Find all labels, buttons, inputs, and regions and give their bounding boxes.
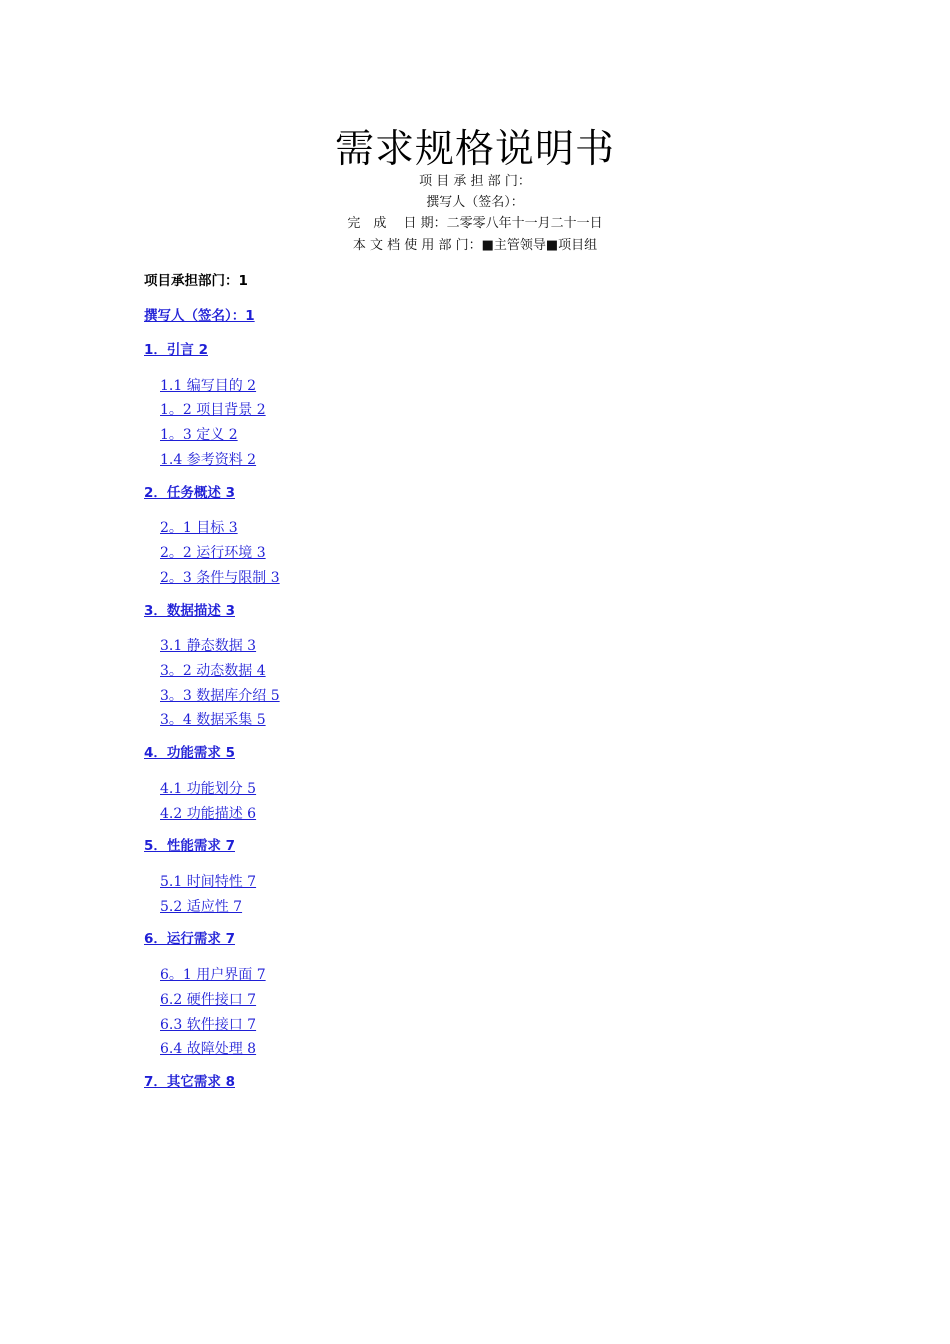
toc-entry-2-2[interactable]: 2。2 运行环境 3	[160, 544, 266, 561]
toc-entry-4-1[interactable]: 4.1 功能划分 5	[160, 780, 257, 797]
meta-date: 完 成 日 期：二零零八年十一月二十一日	[347, 216, 603, 231]
toc-entry-1-4[interactable]: 1.4 参考资料 2	[160, 451, 257, 468]
meta-usage-departments: 本 文 档 使 用 部 门：■主管领导■项目组	[352, 238, 598, 253]
meta-department: 项 目 承 担 部 门：	[419, 174, 531, 189]
toc-entry-5-1[interactable]: 5.1 时间特性 7	[160, 873, 257, 890]
toc-entry-3-1[interactable]: 3.1 静态数据 3	[160, 638, 257, 655]
table-of-contents	[144, 270, 744, 1093]
toc-entry-5-2[interactable]: 5.2 适应性 7	[160, 898, 243, 915]
toc-entry-3-3[interactable]: 3。3 数据库介绍 5	[160, 687, 280, 704]
toc-entry-author[interactable]: 撰写人（签名）：1	[144, 307, 255, 324]
toc-entry-section-2[interactable]: 2．任务概述 3	[144, 484, 235, 501]
document-title: 需求规格说明书	[334, 127, 615, 172]
toc-entry-1-1[interactable]: 1.1 编写目的 2	[160, 377, 257, 394]
toc-entry-3-4[interactable]: 3。4 数据采集 5	[160, 712, 266, 729]
toc-entry-1-3[interactable]: 1。3 定义 2	[160, 427, 238, 444]
toc-entry-6-1[interactable]: 6。1 用户界面 7	[160, 966, 266, 983]
toc-entry-6-3[interactable]: 6.3 软件接口 7	[160, 1016, 257, 1033]
toc-entry-4-2[interactable]: 4.2 功能描述 6	[160, 805, 257, 822]
toc-entry-section-4[interactable]: 4．功能需求 5	[144, 745, 235, 762]
toc-entry-section-3[interactable]: 3．数据描述 3	[144, 602, 235, 619]
toc-entry-section-1[interactable]: 1．引言 2	[144, 342, 208, 358]
toc-entry-3-2[interactable]: 3。2 动态数据 4	[160, 662, 266, 679]
toc-entry-1-2[interactable]: 1。2 项目背景 2	[160, 402, 266, 419]
toc-entry-section-5[interactable]: 5．性能需求 7	[144, 838, 235, 855]
toc-entry-department: 项目承担部门：1	[144, 273, 248, 289]
toc-entry-2-3[interactable]: 2。3 条件与限制 3	[160, 569, 280, 586]
meta-author: 撰写人（签名）：	[426, 195, 524, 210]
toc-entry-section-6[interactable]: 6．运行需求 7	[144, 931, 235, 948]
toc-entry-section-7[interactable]: 7．其它需求 8	[144, 1074, 235, 1091]
toc-entry-2-1[interactable]: 2。1 目标 3	[160, 520, 238, 537]
toc-entry-6-4[interactable]: 6.4 故障处理 8	[160, 1041, 257, 1058]
toc-entry-6-2[interactable]: 6.2 硬件接口 7	[160, 991, 257, 1008]
